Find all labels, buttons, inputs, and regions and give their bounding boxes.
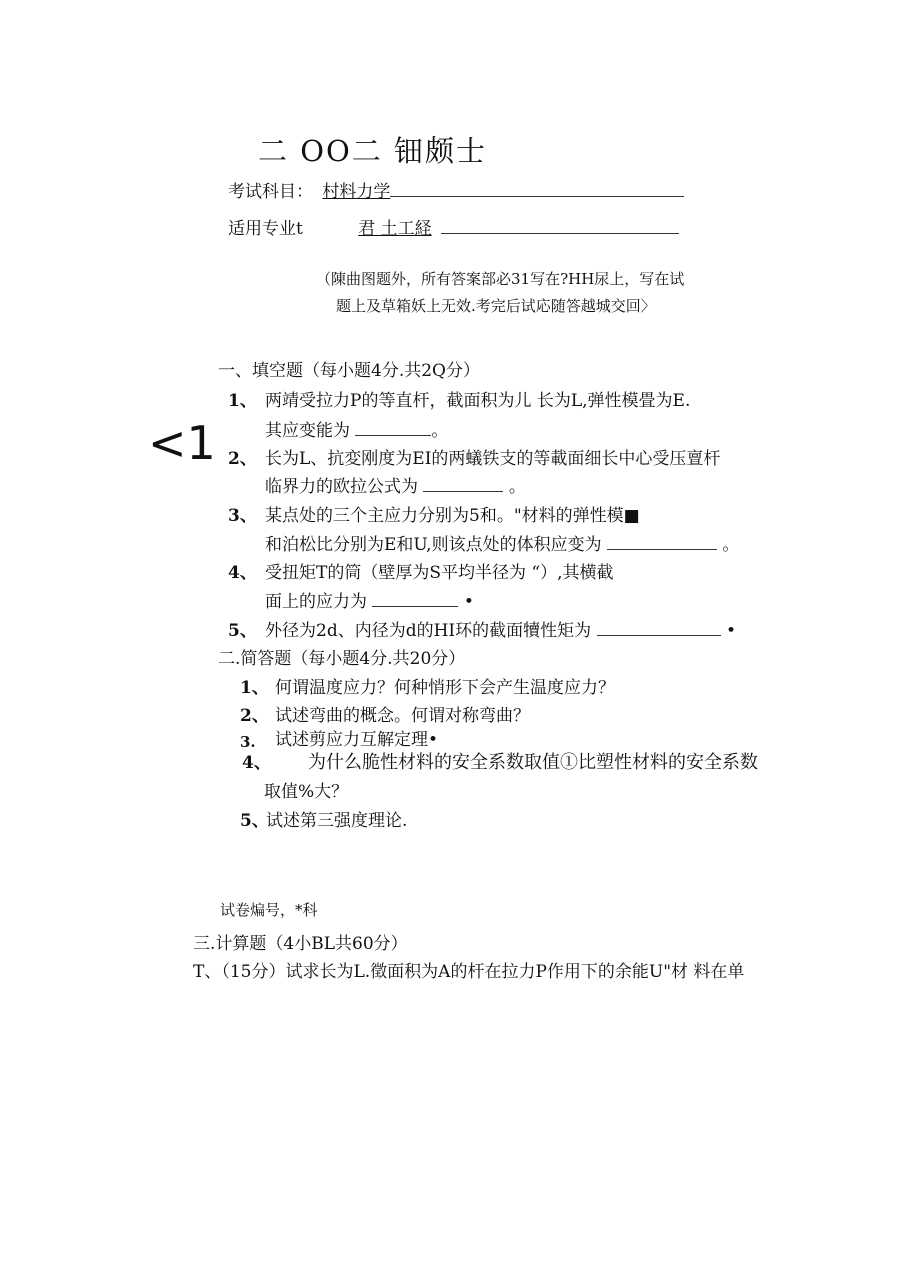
answer-blank bbox=[423, 477, 503, 492]
s2-q5-number: 5、 bbox=[240, 811, 269, 831]
instruction-note-2: 题上及草箱妖上无效.考完后试応随答越城交回〉 bbox=[336, 297, 656, 315]
s2-q1-text: 何谓温度应力？何种悄形下会产生温度应力？ bbox=[275, 678, 615, 698]
q2-number: 2、 bbox=[228, 449, 257, 469]
s2-q2-number: 2、 bbox=[240, 706, 269, 726]
answer-blank bbox=[372, 592, 458, 607]
s2-q5-text: 试述第三强度理论. bbox=[266, 811, 408, 831]
s2-q4-number: 4、 bbox=[242, 753, 271, 773]
q4-number: 4、 bbox=[228, 563, 257, 583]
q4-text-cont: 面上的应力为 • bbox=[265, 592, 474, 612]
major-underline bbox=[441, 219, 679, 234]
answer-blank bbox=[355, 421, 431, 436]
major-value: 君 土工経 bbox=[358, 219, 432, 239]
s3-q1-text: T、（15分）试求长为L.徵面积为A的杆在拉力P作用下的余能U"材 料在单 bbox=[193, 962, 745, 982]
q1-number: 1、 bbox=[228, 391, 257, 411]
s2-q4-text-cont: 取值%大？ bbox=[264, 782, 349, 802]
instruction-note-1: （陳曲图题外，所有答案部必31写在?HH尿上，写在试 bbox=[316, 270, 685, 288]
margin-mark: <1 bbox=[148, 416, 216, 470]
s2-q4-text: 为什么脆性材料的安全系数取值①比塑性材料的安全系数 bbox=[308, 752, 758, 773]
s2-q2-text: 试述弯曲的概念。何谓对称弯曲？ bbox=[275, 706, 530, 726]
q4-text: 受扭矩T的筒（壁厚为S平均半径为 “）,其横截 bbox=[265, 563, 614, 583]
subject-underline bbox=[390, 182, 684, 197]
section2-heading: 二.简答题（每小题4分.共20分） bbox=[218, 649, 466, 669]
subject-row bbox=[228, 181, 684, 203]
q2-text-cont: 临界力的欧拉公式为 。 bbox=[265, 477, 526, 497]
paper-number: 试卷煸号，*科 bbox=[220, 901, 318, 919]
subject-value: 村料力学 bbox=[322, 182, 391, 202]
answer-blank bbox=[597, 621, 721, 636]
s2-q3-text: 试述剪应力互解定理• bbox=[275, 730, 439, 750]
q2-text: 长为L、抗変刚度为EI的两蟻铁支的等載面细长中心受压亶杆 bbox=[265, 449, 721, 469]
q3-text: 某点处的三个主应力分别为5和。"材料的弹性模■ bbox=[265, 506, 640, 526]
answer-blank bbox=[607, 535, 717, 550]
subject-label: 考试科目： bbox=[228, 182, 313, 202]
q3-text-cont: 和泊松比分别为E和U,则该点处的体积应变为 。 bbox=[265, 535, 740, 555]
section1-heading: 一、填空题（每小题4分.共2Q分） bbox=[218, 361, 480, 381]
q5-text: 外径为2d、内径为d的HI环的截面犢性矩为 • bbox=[265, 621, 736, 641]
q3-number: 3、 bbox=[228, 506, 257, 526]
s2-q1-number: 1、 bbox=[240, 678, 269, 698]
major-row bbox=[228, 218, 679, 240]
q1-text: 两靖受拉力P的等直杆，截面积为儿 长为L,弹性模畳为E. bbox=[265, 391, 691, 411]
q1-text-cont: 其应变能为 。 bbox=[265, 421, 449, 441]
q5-number: 5、 bbox=[228, 621, 257, 641]
major-label: 适用专业t bbox=[228, 219, 303, 239]
section3-heading: 三.计算题（4小BL共60分） bbox=[193, 934, 408, 954]
s2-q3-number: 3. bbox=[240, 733, 256, 751]
exam-title: 二 OO二 钿颇士 bbox=[258, 134, 487, 168]
